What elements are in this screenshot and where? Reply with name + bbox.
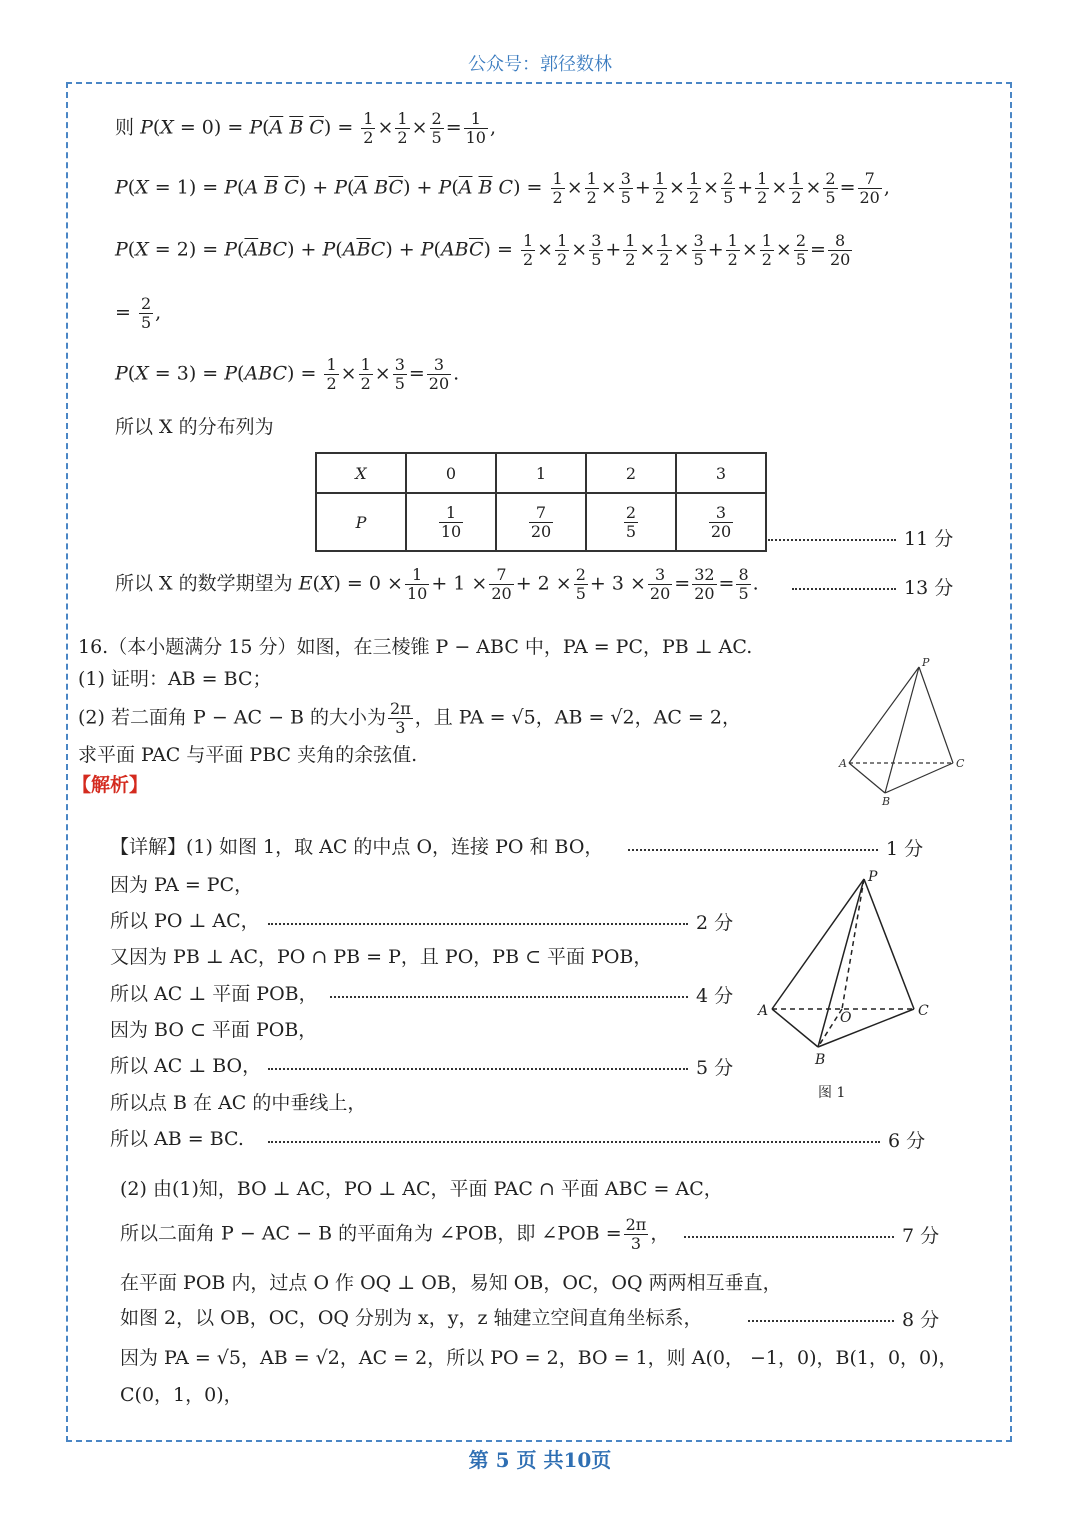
detail-3: 所以 PO ⊥ AC，	[110, 910, 260, 932]
q16-part3: 求平面 PAC 与平面 PBC 夹角的余弦值.	[78, 744, 418, 766]
q16-part2: (2) 若二面角 P − AC − B 的大小为 $\frac{2\pi}{3}$ ，且 PA = √5，AB = √2，AC = 2，	[78, 699, 741, 737]
eq-px2: $P(X = 2) = P(\overline{A}BC) + P(A\overline{B}C) + P(AB\overline{C})$ = $\frac{1}{2}$ × $\frac{1}{2}$ × $\frac{3}{5}$ + $\frac{1}{2}$ × $\frac{1}{2}$ × $\frac{3}{5}$ + $\frac{1}{2}$ × $\frac{1}{2}$ × $\frac{2}{5}$ = $\frac{8}{20}$	[115, 231, 851, 269]
eq-px0: 则 $P(X = 0) = P(\overline{A}$ $\overline{B}$ $\overline{C}$) = $\frac{1}{2}$ × $\frac{1}{2}$ × $\frac{2}{5}$ = $\frac{1}{10}$ ,	[115, 109, 497, 147]
detail-9: 所以 AB = BC.	[110, 1128, 244, 1150]
table-cell: $\frac{3}{20}$	[676, 493, 766, 551]
eq-px3: P(X = 3) = P(ABC) = $\frac{1}{2}$ × $\frac{1}{2}$ × $\frac{3}{5}$ = $\frac{3}{20}$ .	[115, 355, 460, 393]
part2-3: 在平面 POB 内，过点 O 作 OQ ⊥ OB，易知 OB，OC，OQ 两两相互垂直，	[120, 1272, 782, 1294]
label-p: P	[922, 656, 930, 669]
table-cell: $\frac{7}{20}$	[496, 493, 586, 551]
expectation: 所以 X 的数学期望为 E(X) = 0 × $\frac{1}{10}$ + 1 × $\frac{7}{20}$ + 2 × $\frac{2}{5}$ + 3 × $\frac{3}{20}$ = $\frac{32}{20}$ = $\frac{8}{5}$ .	[115, 565, 759, 603]
label-a: A	[839, 757, 847, 770]
table-cell: 3	[676, 453, 766, 493]
detail-1: 【详解】(1) 如图 1，取 AC 的中点 O，连接 PO 和 BO，	[110, 836, 604, 858]
small-pyramid-figure	[835, 655, 970, 810]
label-b: B	[882, 795, 891, 808]
distribution-table	[315, 452, 767, 552]
part2-4: 如图 2，以 OB，OC，OQ 分别为 x，y，z 轴建立空间直角坐标系，	[120, 1307, 703, 1329]
score-2: 2 分	[268, 908, 733, 935]
table-cell: X	[316, 453, 406, 493]
eq-px1: P(X = 1) = P(A $\overline{B}$ $\overline{C}) + P(\overline{A}$ $B\overline{C}) + P(\overline{A}$ $\overline{B}$ C) = $\frac{1}{2}$ × $\frac{1}{2}$ × $\frac{3}{5}$ + $\frac{1}{2}$ × $\frac{1}{2}$ × $\frac{2}{5}$ + $\frac{1}{2}$ × $\frac{1}{2}$ × $\frac{2}{5}$ = $\frac{7}{20}$ ,	[115, 169, 890, 207]
fig1-caption: 图 1	[818, 1085, 846, 1101]
jiexi-label: 【解析】	[72, 774, 149, 796]
eq-px2-cont: = $\frac{2}{5}$ ,	[115, 294, 162, 332]
q16-part1: (1) 证明：AB = BC；	[78, 668, 272, 690]
dist-intro: 所以 X 的分布列为	[115, 416, 274, 438]
part2-6: C(0，1，0)，	[120, 1384, 243, 1406]
score-4: 4 分	[330, 981, 733, 1008]
score-1: 1 分	[628, 834, 923, 861]
fig1-label-b: B	[815, 1052, 826, 1068]
q16-title: 16.（本小题满分 15 分）如图，在三棱锥 P − ABC 中，PA = PC，PB ⊥ AC.	[78, 636, 753, 658]
page-header: 公众号：郭径数林	[468, 54, 612, 75]
label-c: C	[956, 757, 965, 770]
score-6: 6 分	[268, 1126, 925, 1153]
fig1-label-c: C	[918, 1003, 929, 1019]
table-cell: 1	[496, 453, 586, 493]
score-11: 11 分	[768, 524, 953, 551]
detail-2: 因为 PA = PC，	[110, 874, 254, 896]
part2-5: 因为 PA = √5，AB = √2，AC = 2，所以 PO = 2，BO = 1，则 A(0， −1，0)，B(1，0，0)，	[120, 1347, 958, 1369]
fig1-label-a: A	[758, 1003, 769, 1019]
part2-1: (2) 由(1)知，BO ⊥ AC，PO ⊥ AC，平面 PAC ∩ 平面 ABC = AC，	[120, 1178, 723, 1200]
table-cell: $\frac{1}{10}$	[406, 493, 496, 551]
table-cell: $\frac{2}{5}$	[586, 493, 676, 551]
score-8: 8 分	[748, 1305, 939, 1332]
detail-7: 所以 AC ⊥ BO，	[110, 1055, 262, 1077]
detail-5: 所以 AC ⊥ 平面 POB，	[110, 983, 318, 1005]
score-7: 7 分	[684, 1221, 939, 1248]
page-footer: 第 5 页 共10页	[468, 1448, 612, 1472]
detail-4: 又因为 PB ⊥ AC，PO ∩ PB = P，且 PO，PB ⊂ 平面 POB，	[110, 946, 653, 968]
detail-8: 所以点 B 在 AC 的中垂线上，	[110, 1092, 367, 1114]
table-cell: P	[316, 493, 406, 551]
fig1-label-p: P	[868, 869, 878, 885]
table-cell: 0	[406, 453, 496, 493]
table-cell: 2	[586, 453, 676, 493]
score-5: 5 分	[268, 1053, 733, 1080]
part2-2: 所以二面角 P − AC − B 的平面角为 ∠POB，即 ∠POB = $\frac{2\pi}{3}$ ，	[120, 1215, 670, 1253]
fig1-label-o: O	[840, 1010, 852, 1026]
score-13: 13 分	[792, 573, 953, 600]
figure-1-pyramid	[752, 865, 942, 1105]
detail-6: 因为 BO ⊂ 平面 POB，	[110, 1019, 318, 1041]
